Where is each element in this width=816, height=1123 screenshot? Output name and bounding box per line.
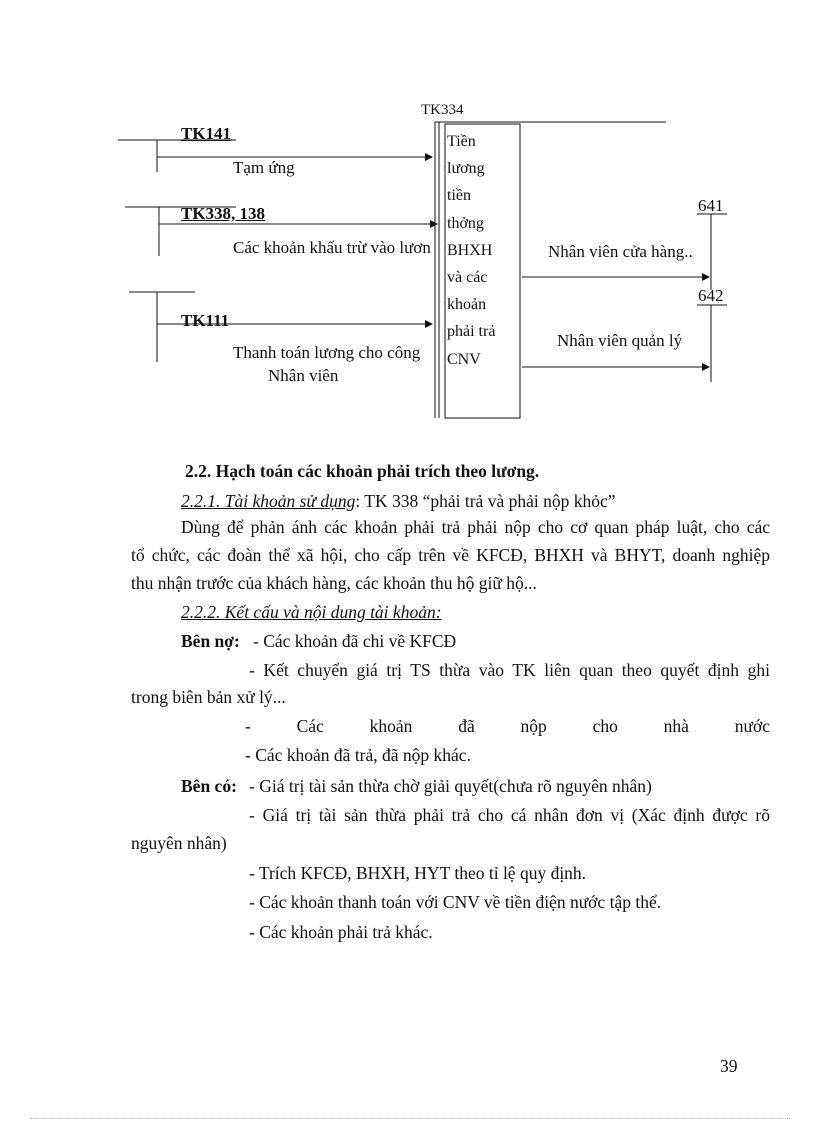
account-diagram — [0, 0, 816, 440]
acc642-label: 642 — [698, 286, 724, 305]
credit-item-5: - Các khoản phải trả khác. — [249, 922, 433, 942]
para1-line-3: thu nhận trước của khách hàng, các khoản thu hộ giữ hộ... — [131, 573, 537, 593]
debit-item-4: - Các khoản đã trả, đã nộp khác. — [245, 745, 471, 765]
acc641-description: Nhân viên cửa hàng.. — [548, 242, 693, 261]
box-line: thởng — [447, 214, 484, 232]
debit-item-3: - Các khoản đã nộp cho nhà nước — [245, 716, 770, 736]
section-heading: 2.2. Hạch toán các khoản phải trích theo lương. — [185, 461, 540, 481]
box-line: phải trả — [447, 323, 496, 341]
debit-item-1: - Các khoản đã chi về KFCĐ — [253, 631, 457, 651]
page-number: 39 — [720, 1056, 738, 1076]
credit-item-3: - Trích KFCĐ, BHXH, HYT theo tỉ lệ quy định. — [249, 863, 587, 883]
box-line: tiền — [447, 187, 471, 205]
box-line: lương — [447, 160, 485, 178]
subsection-1-label: 2.2.1. Tài khoản sử dụng — [181, 491, 356, 511]
credit-item-4: - Các khoản thanh toán với CNV về tiền điện nước tập thể. — [249, 892, 662, 912]
subsection-1 — [181, 487, 616, 516]
credit-item-2: - Giá trị tài sản thừa phải trả cho cá nhân đơn vị (Xác định được rõ — [249, 805, 770, 825]
tk338-label: TK338, 138 — [181, 204, 266, 223]
tk338-description: Các khoản khấu trừ vào lươn — [233, 238, 431, 257]
debit-item-2: - Kết chuyển giá trị TS thừa vào TK liên quan theo quyết định ghi — [249, 660, 770, 680]
tk111-description-2: Nhân viên — [268, 366, 339, 385]
credit-label: Bên có: — [181, 776, 237, 796]
tk111-label: TK111 — [181, 311, 230, 330]
page-bottom-rule — [30, 1118, 790, 1119]
box-line: và các — [447, 269, 488, 287]
credit-item-2-cont: nguyên nhân) — [131, 833, 227, 853]
para1-line-2: tổ chức, các đoàn thể xã hội, cho cấp trên về KFCĐ, BHXH và BHYT, doanh nghiệp — [131, 545, 770, 565]
credit-item-1: - Giá trị tài sản thừa chờ giải quyết(chưa rõ nguyên nhân) — [249, 776, 652, 796]
box-line: Tiền — [447, 133, 476, 150]
debit-label: Bên nợ: — [181, 631, 240, 651]
box-line: khoản — [447, 296, 487, 314]
diagram-title: TK334 — [421, 102, 464, 118]
subsection-2-label: 2.2.2. Kết cấu và nội dung tài khoản: — [181, 602, 442, 622]
box-line: BHXH — [447, 241, 493, 259]
para1-line-1: Dùng để phản ánh các khoản phải trả phải nộp cho cơ quan pháp luật, cho các — [181, 517, 770, 537]
acc642-description: Nhân viên quản lý — [557, 331, 683, 350]
tk111-description: Thanh toán lương cho công — [233, 343, 421, 362]
tk141-description: Tạm ứng — [233, 158, 295, 177]
tk334-box-text — [447, 128, 519, 373]
box-line: CNV — [447, 350, 481, 368]
tk141-label: TK141 — [181, 124, 232, 143]
subsection-1-text: : TK 338 “phải trả và phải nộp khỏc” — [355, 491, 616, 511]
debit-item-2-cont: trong biên bản xử lý... — [131, 687, 286, 707]
acc641-label: 641 — [698, 196, 724, 215]
